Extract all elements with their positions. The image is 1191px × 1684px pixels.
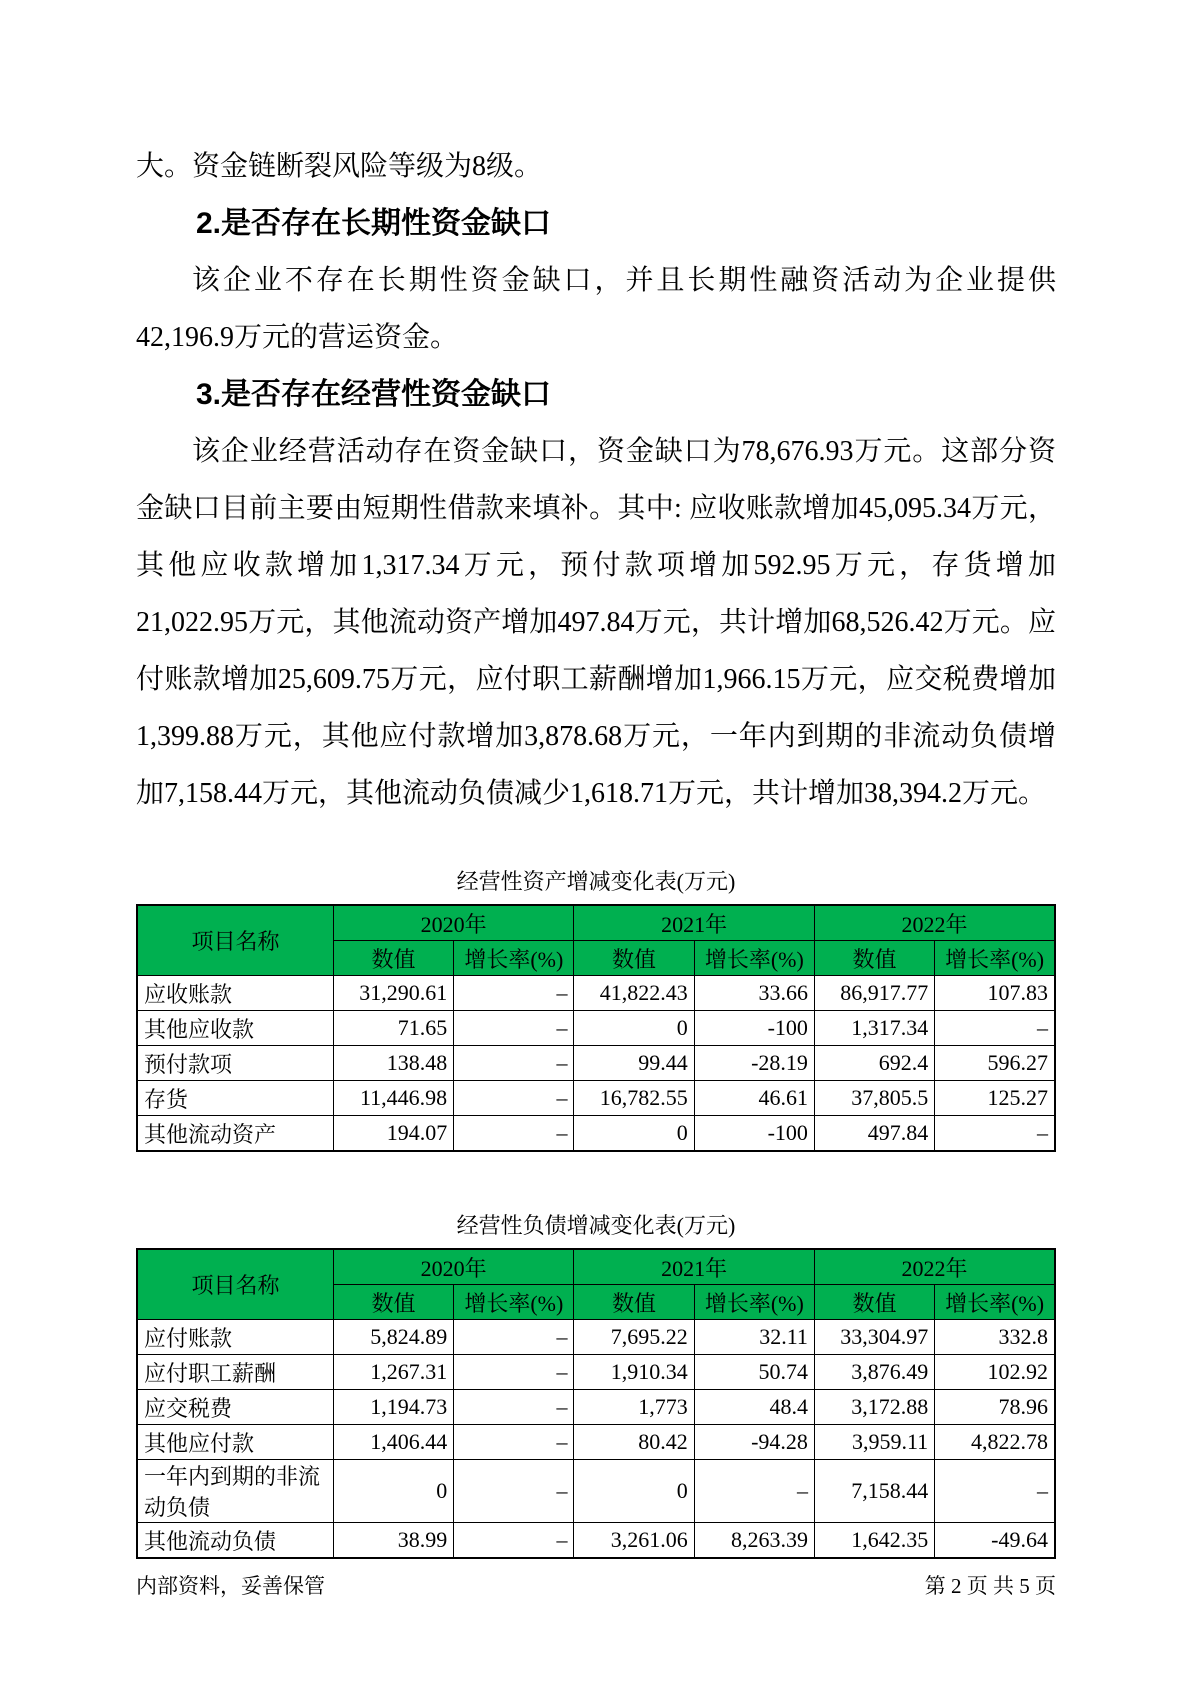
column-subheader-growth: 增长率(%) bbox=[694, 941, 814, 976]
cell-value: 3,172.88 bbox=[814, 1390, 934, 1425]
cell-value: 102.92 bbox=[935, 1355, 1055, 1390]
table-body bbox=[137, 1320, 1055, 1559]
cell-value: – bbox=[454, 1320, 574, 1355]
cell-value: – bbox=[454, 1116, 574, 1152]
cell-value: 1,773 bbox=[574, 1390, 694, 1425]
table-row bbox=[137, 1011, 1055, 1046]
cell-value: 1,267.31 bbox=[333, 1355, 453, 1390]
table-row bbox=[137, 1390, 1055, 1425]
cell-value: 4,822.78 bbox=[935, 1425, 1055, 1460]
cell-value: 332.8 bbox=[935, 1320, 1055, 1355]
column-subheader-growth: 增长率(%) bbox=[454, 1285, 574, 1320]
cell-value: 692.4 bbox=[814, 1046, 934, 1081]
cell-value: 78.96 bbox=[935, 1390, 1055, 1425]
column-subheader-growth: 增长率(%) bbox=[935, 941, 1055, 976]
column-header-year-2021: 2021年 bbox=[574, 1249, 815, 1285]
cell-value: 8,263.39 bbox=[694, 1523, 814, 1559]
cell-value: 3,261.06 bbox=[574, 1523, 694, 1559]
table-body bbox=[137, 976, 1055, 1152]
column-subheader-value: 数值 bbox=[814, 1285, 934, 1320]
table-row bbox=[137, 1046, 1055, 1081]
page-footer bbox=[136, 1572, 1056, 1600]
cell-value: 86,917.77 bbox=[814, 976, 934, 1011]
operating-assets-table-block bbox=[136, 868, 1056, 1152]
cell-value: 3,876.49 bbox=[814, 1355, 934, 1390]
row-label: 存货 bbox=[137, 1081, 333, 1116]
column-header-year-2020: 2020年 bbox=[333, 1249, 574, 1285]
cell-value: – bbox=[454, 1425, 574, 1460]
column-subheader-value: 数值 bbox=[333, 941, 453, 976]
cell-value: 1,406.44 bbox=[333, 1425, 453, 1460]
column-subheader-value: 数值 bbox=[574, 941, 694, 976]
cell-value: 497.84 bbox=[814, 1116, 934, 1152]
row-label: 应交税费 bbox=[137, 1390, 333, 1425]
table-row bbox=[137, 1425, 1055, 1460]
table-row bbox=[137, 1116, 1055, 1152]
cell-value: 80.42 bbox=[574, 1425, 694, 1460]
column-subheader-value: 数值 bbox=[574, 1285, 694, 1320]
cell-value: 107.83 bbox=[935, 976, 1055, 1011]
cell-value: -28.19 bbox=[694, 1046, 814, 1081]
cell-value: -49.64 bbox=[935, 1523, 1055, 1559]
column-header-item: 项目名称 bbox=[137, 905, 333, 976]
table-header bbox=[137, 1249, 1055, 1320]
cell-value: 16,782.55 bbox=[574, 1081, 694, 1116]
cell-value: – bbox=[454, 1523, 574, 1559]
cell-value: 125.27 bbox=[935, 1081, 1055, 1116]
column-subheader-growth: 增长率(%) bbox=[454, 941, 574, 976]
cell-value: 33,304.97 bbox=[814, 1320, 934, 1355]
row-label: 一年内到期的非流动负债 bbox=[137, 1460, 333, 1523]
cell-value: 3,959.11 bbox=[814, 1425, 934, 1460]
table-row bbox=[137, 1460, 1055, 1523]
cell-value: 5,824.89 bbox=[333, 1320, 453, 1355]
operating-liabilities-table-block bbox=[136, 1212, 1056, 1559]
cell-value: 0 bbox=[333, 1460, 453, 1523]
column-header-year-2022: 2022年 bbox=[814, 905, 1055, 941]
column-subheader-growth: 增长率(%) bbox=[935, 1285, 1055, 1320]
cell-value: – bbox=[935, 1116, 1055, 1152]
cell-value: 1,910.34 bbox=[574, 1355, 694, 1390]
cell-value: 194.07 bbox=[333, 1116, 453, 1152]
cell-value: 46.61 bbox=[694, 1081, 814, 1116]
cell-value: – bbox=[694, 1460, 814, 1523]
table-row bbox=[137, 1320, 1055, 1355]
cell-value: 41,822.43 bbox=[574, 976, 694, 1011]
cell-value: 1,317.34 bbox=[814, 1011, 934, 1046]
row-label: 预付款项 bbox=[137, 1046, 333, 1081]
table-row bbox=[137, 976, 1055, 1011]
cell-value: -100 bbox=[694, 1011, 814, 1046]
cell-value: – bbox=[454, 1390, 574, 1425]
cell-value: 99.44 bbox=[574, 1046, 694, 1081]
cell-value: – bbox=[935, 1460, 1055, 1523]
page-content bbox=[136, 138, 1056, 1559]
column-subheader-value: 数值 bbox=[814, 941, 934, 976]
table-row bbox=[137, 1081, 1055, 1116]
column-subheader-value: 数值 bbox=[333, 1285, 453, 1320]
cell-value: – bbox=[935, 1011, 1055, 1046]
cell-value: – bbox=[454, 1081, 574, 1116]
table-header bbox=[137, 905, 1055, 976]
column-header-item: 项目名称 bbox=[137, 1249, 333, 1320]
footer-page-number: 第 2 页 共 5 页 bbox=[924, 1574, 1056, 1598]
table-row bbox=[137, 1355, 1055, 1390]
cell-value: 0 bbox=[574, 1011, 694, 1046]
cell-value: -94.28 bbox=[694, 1425, 814, 1460]
cell-value: 0 bbox=[574, 1116, 694, 1152]
cell-value: 32.11 bbox=[694, 1320, 814, 1355]
cell-value: 7,695.22 bbox=[574, 1320, 694, 1355]
cell-value: 50.74 bbox=[694, 1355, 814, 1390]
section-heading-3: 3.是否存在经营性资金缺口 bbox=[196, 378, 552, 411]
cell-value: -100 bbox=[694, 1116, 814, 1152]
operating-liabilities-table-title: 经营性负债增减变化表(万元) bbox=[456, 1213, 736, 1238]
row-label: 其他流动资产 bbox=[137, 1116, 333, 1152]
paragraph-continuation: 大。资金链断裂风险等级为8级。 bbox=[136, 151, 543, 182]
section-heading-2: 2.是否存在长期性资金缺口 bbox=[196, 207, 552, 240]
footer-confidential-note: 内部资料，妥善保管 bbox=[136, 1574, 325, 1598]
cell-value: 31,290.61 bbox=[333, 976, 453, 1011]
cell-value: 0 bbox=[574, 1460, 694, 1523]
cell-value: 7,158.44 bbox=[814, 1460, 934, 1523]
cell-value: 38.99 bbox=[333, 1523, 453, 1559]
row-label: 其他应收款 bbox=[137, 1011, 333, 1046]
row-label: 其他流动负债 bbox=[137, 1523, 333, 1559]
row-label: 应付账款 bbox=[137, 1320, 333, 1355]
cell-value: 48.4 bbox=[694, 1390, 814, 1425]
column-header-year-2022: 2022年 bbox=[814, 1249, 1055, 1285]
cell-value: – bbox=[454, 1011, 574, 1046]
row-label: 应付职工薪酬 bbox=[137, 1355, 333, 1390]
cell-value: 596.27 bbox=[935, 1046, 1055, 1081]
operating-assets-table-title: 经营性资产增减变化表(万元) bbox=[456, 869, 736, 894]
table-row bbox=[137, 1523, 1055, 1559]
column-subheader-growth: 增长率(%) bbox=[694, 1285, 814, 1320]
cell-value: – bbox=[454, 1046, 574, 1081]
cell-value: 71.65 bbox=[333, 1011, 453, 1046]
row-label: 应收账款 bbox=[137, 976, 333, 1011]
operating-liabilities-table bbox=[136, 1248, 1056, 1559]
cell-value: – bbox=[454, 1355, 574, 1390]
cell-value: – bbox=[454, 976, 574, 1011]
cell-value: – bbox=[454, 1460, 574, 1523]
cell-value: 1,642.35 bbox=[814, 1523, 934, 1559]
column-header-year-2020: 2020年 bbox=[333, 905, 574, 941]
paragraph-operating-gap: 该企业经营活动存在资金缺口，资金缺口为78,676.93万元。这部分资金缺口目前主要由短期性借款来填补。其中: 应收账款增加45,095.34万元，其他应收款增加1,317.34万元，预付款项增加592.95万元，存货增加21,022.95万元，其他流动资产增加497.84万元，共计增加68,526.42万元。应付账款增加25,609.75万元，应付职工薪酬增加1,966.15万元，应交税费增加1,399.88万元，其他应付款增加3,878.68万元，一年内到期的非流动负债增加7,158.44万元，其他流动负债减少1,618.71万元，共计增加38,394.2万元。 bbox=[136, 436, 1056, 809]
cell-value: 1,194.73 bbox=[333, 1390, 453, 1425]
operating-assets-table bbox=[136, 904, 1056, 1152]
paragraph-long-term-gap: 该企业不存在长期性资金缺口，并且长期性融资活动为企业提供42,196.9万元的营运资金。 bbox=[136, 265, 1056, 353]
cell-value: 37,805.5 bbox=[814, 1081, 934, 1116]
row-label: 其他应付款 bbox=[137, 1425, 333, 1460]
column-header-year-2021: 2021年 bbox=[574, 905, 815, 941]
cell-value: 11,446.98 bbox=[333, 1081, 453, 1116]
cell-value: 138.48 bbox=[333, 1046, 453, 1081]
cell-value: 33.66 bbox=[694, 976, 814, 1011]
